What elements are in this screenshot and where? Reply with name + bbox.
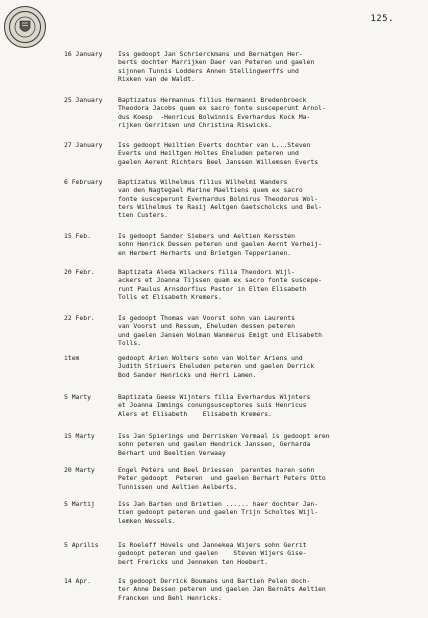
entry-line: en Herbert Herharts und Brietgen Tepperianen. [118,248,292,257]
entry-date: item [64,354,80,362]
entry-line: Francken und Behl Henricks. [118,593,222,602]
entry-line: runt Paulus Arnsdorfius Pastor in Elten Elisabeth [118,284,307,293]
entry-date: 14 Apr. [64,577,91,585]
entry-line: Alers et Elisabeth Elisabeth Kremers. [118,409,272,418]
entry-line: Tolls. [118,338,142,347]
entry-line: et Joanna Immings conungsusceptores suis Henricus [118,401,307,410]
entry-line: van den Nagtegael Marine Maeltiens quem ex sacro [118,186,303,195]
entry-text [118,268,418,301]
entry-line: Baptizatus Wilhelmus filius Wilhelmi Wanders [118,178,288,186]
entry-line: gaelen Aerent Richters Beel Janssen Willemsen Everts [118,157,319,166]
entry-line: tien gedoopt peteren und gaelen Trijn Scholtes Wijl- [118,508,319,517]
entry-line: Bod Sander Henricks und Herri Lamen. [118,370,257,379]
entry-line: gedoopt Arien Wolters sohn van Wolter Ariens und [118,354,303,362]
archive-stamp [4,6,46,48]
entry-line: und gaelen Jansen Wolman Wanmerus Emigt und Elisabeth [118,330,322,339]
entry-line: sohn Henrick Dessen peteren und gaelen Aernt Verheij- [118,240,322,249]
entry-line: Tunnissen und Aeltien Aelberts. [118,482,238,491]
entry-text [118,50,418,83]
entry-date: 5 Aprilis [64,541,99,549]
entry-line: ter Anne Dessen peteren und gaelen Jan Bernáts Aeltien [118,585,326,594]
entry-text [118,577,418,602]
entry-line: Engel Peters und Beel Driessen parentes haren sohn [118,466,315,474]
entry-text [118,354,418,379]
entry-line: rijken Gerritsen und Christina Riswicks. [118,120,272,129]
entry-line: sijnnen Tunnis Lodders Annen Stellingwerffs und [118,66,299,75]
entry-line: lemken Wessels. [118,516,176,525]
entry-date: 15 Feb. [64,232,91,240]
entry-line: Theodora Jacobs quem ex sacro fonte susceperunt Arnol- [118,104,326,113]
entry-text [118,178,418,219]
entry-date: 5 Martij [64,500,95,508]
entry-line: Baptizatus Hermannus filius Hermanni Bredenbroeck [118,96,307,104]
entry-line: ters Wilhelmus te Rasij Aeltgen Gaetscholcks und Bel- [118,202,322,211]
entry-line: dus Koesp -Henricus Bolwinnis Everhardus Kock Ma- [118,112,311,121]
entry-line: Tolls et Elisabeth Kremers. [118,292,222,301]
entry-line: sohn peteren und gaelen Hendrick Janssen, Gerharda [118,440,311,449]
entry-text [118,141,418,166]
entry-line: Baptizata Aleda Wilackers filia Theodori Wijl- [118,268,295,276]
entry-line: Is gedoopt Thomas van Voorst sohn van Laurents [118,314,295,322]
entry-line: Iss gedoopt Jan Schrierckmans und Bernatgen Her- [118,50,303,58]
entry-line: Rixken van de Waldt. [118,74,195,83]
entry-text [118,96,418,129]
entry-date: 25 January [64,96,103,104]
entry-line: Iss gedoopt Heiltien Everts dochter van L...Steven [118,141,311,149]
entry-line: ackers et Joanna Tijssen quam ex sacro fonte suscepe- [118,276,322,285]
entry-text [118,314,418,347]
entry-line: Is gedoopt Sander Siebers und Aeltien Kerssten [118,232,295,240]
entry-text [118,541,418,566]
entry-line: Peter gedoopt Peteren und gaelen Berhart Peters Otto [118,474,326,483]
entry-text [118,500,418,525]
entry-line: berts dochter Marrijken Daer van Peteren und gaelen [118,58,315,67]
entry-line: Baptizata Geese Wijnters filia Everhardus Wijnters [118,393,311,401]
entry-text [118,466,418,491]
entry-date: 5 Marty [64,393,91,401]
entry-line: Everts und Heiltgen Holtes Eheluden peteren und [118,149,299,158]
entry-line: Iss Jan Spierings und Derrisken Vermaal is gedoopt eren [118,432,330,440]
entry-text [118,232,418,257]
page-number: 125. [370,14,394,24]
entry-line: Is gedoopt Derrick Boumans und Bartien Pelen doch- [118,577,311,585]
entry-date: 15 Marty [64,432,95,440]
entry-date: 22 Febr. [64,314,95,322]
seal-icon [8,10,42,44]
entry-date: 20 Marty [64,466,95,474]
entry-date: 27 January [64,141,103,149]
entry-line: fonte susceperunt Everhardus Bolmirus Theodorus Wol- [118,194,319,203]
entry-line: tien Custers. [118,211,169,220]
entry-line: gedoopt peteren und gaelen Steven Wijers Gise- [118,549,307,558]
entry-text [118,393,418,418]
entry-line: Is Roeleff Hovels und Jannekea Wijers sohn Gerrit [118,541,307,549]
entry-text [118,432,418,457]
entry-line: van Voorst und Ressum, Eheluden dessen peteren [118,322,295,331]
entry-date: 20 Febr. [64,268,95,276]
entry-line: Iss Jan Barten und Brietien ...... haer dochter Jan- [118,500,319,508]
entry-date: 16 January [64,50,103,58]
entry-line: Berhart und Beeltien Verwaay [118,448,226,457]
entry-line: Judith Striuers Eheluden peteren und gaelen Derrick [118,362,315,371]
entry-line: bert Frericks und Jenneken ten Hoebert. [118,557,269,566]
entry-date: 6 February [64,178,103,186]
